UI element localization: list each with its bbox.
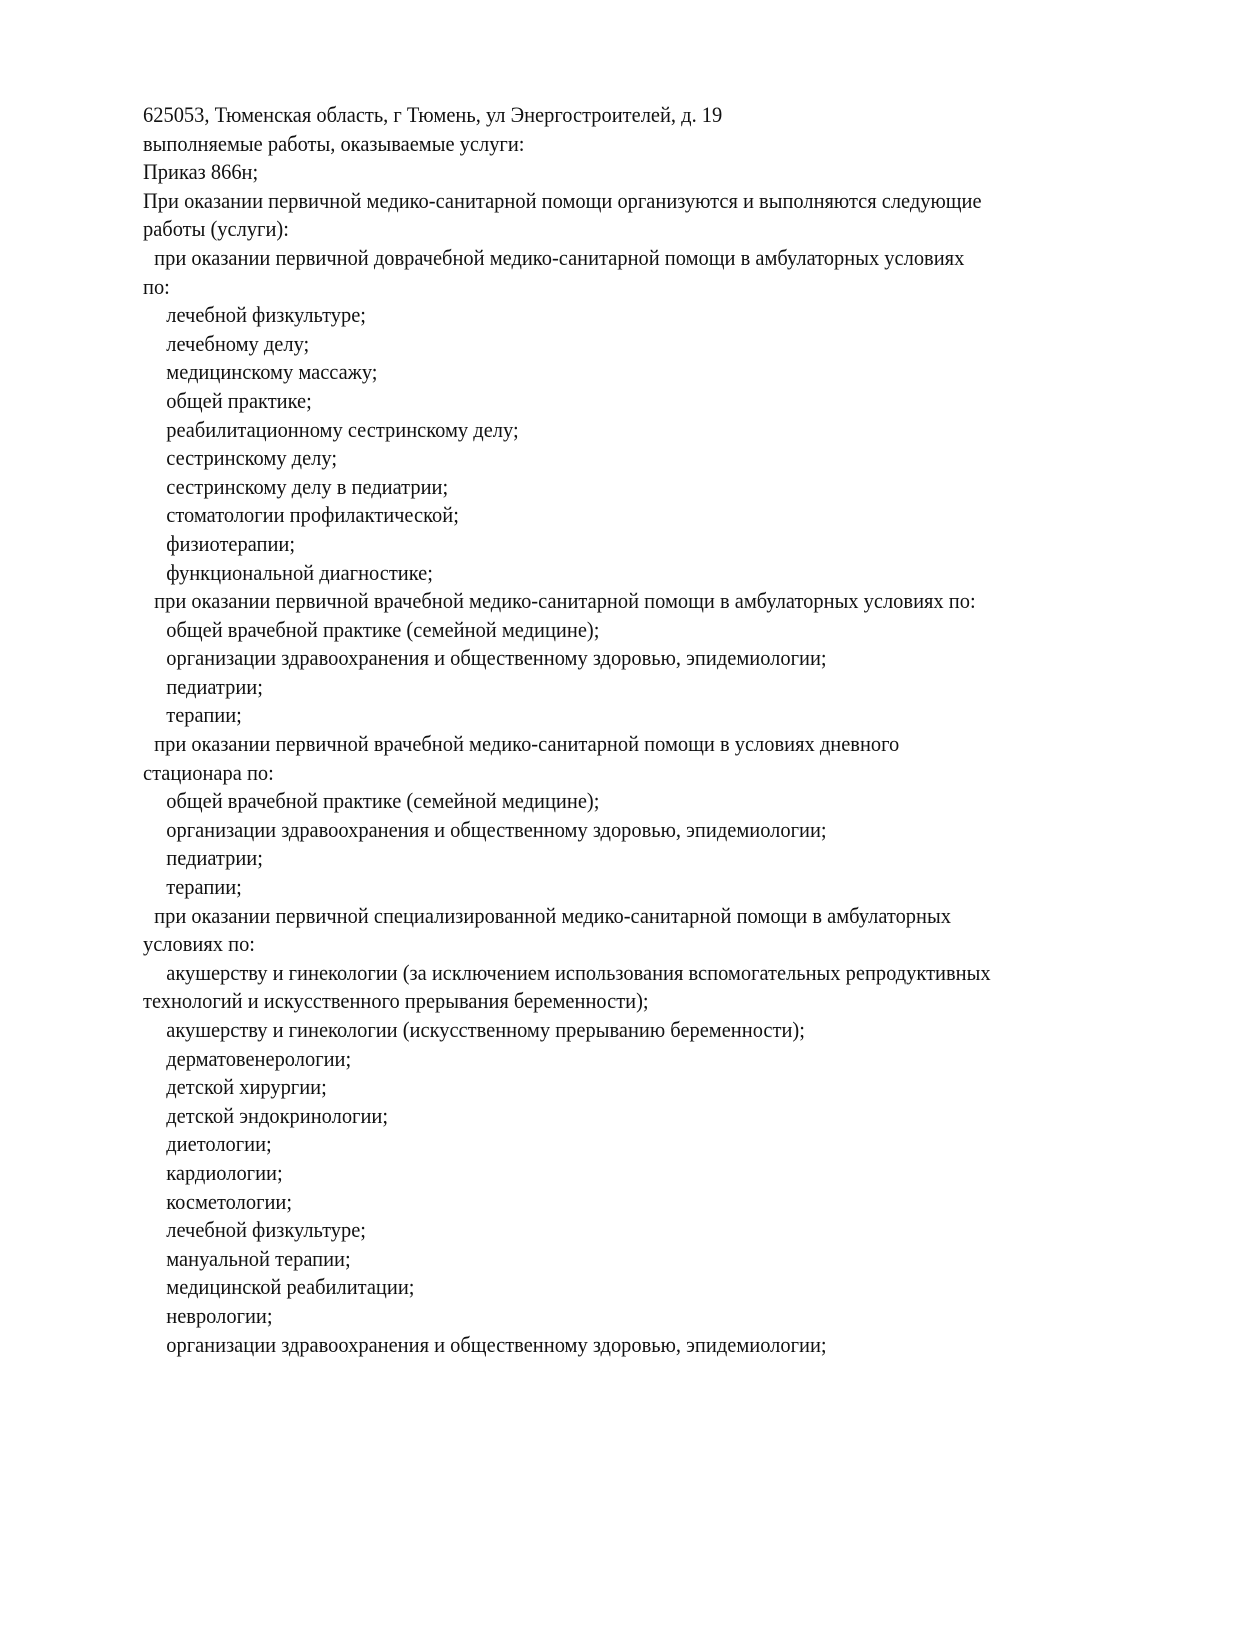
text-line: работы (услуги): xyxy=(143,216,289,242)
list-item: терапии; xyxy=(166,702,242,728)
list-item: реабилитационному сестринскому делу; xyxy=(166,416,519,442)
document-page xyxy=(143,101,1143,1359)
list-item: общей врачебной практике (семейной медицине); xyxy=(166,788,600,814)
list-item: медицинскому массажу; xyxy=(166,359,378,385)
list-item: лечебному делу; xyxy=(166,330,310,356)
text-line: стационара по: xyxy=(143,759,274,785)
section-heading: при оказании первичной специализированной медико-санитарной помощи в амбулаторных xyxy=(154,902,951,928)
list-item: медицинской реабилитации; xyxy=(166,1274,415,1300)
list-item: физиотерапии; xyxy=(166,530,296,556)
list-item: организации здравоохранения и общественному здоровью, эпидемиологии; xyxy=(166,645,827,671)
list-item: детской эндокринологии; xyxy=(166,1102,389,1128)
section-heading: при оказании первичной врачебной медико-санитарной помощи в условиях дневного xyxy=(154,731,900,757)
list-item: дерматовенерологии; xyxy=(166,1045,352,1071)
list-item: кардиологии; xyxy=(166,1159,283,1185)
list-item: стоматологии профилактической; xyxy=(166,502,459,528)
text-line: по: xyxy=(143,273,170,299)
list-item: функциональной диагностике; xyxy=(166,559,433,585)
list-item: неврологии; xyxy=(166,1302,273,1328)
list-item: сестринскому делу; xyxy=(166,445,338,471)
list-item: мануальной терапии; xyxy=(166,1245,351,1271)
list-item: лечебной физкультуре; xyxy=(166,1217,366,1243)
section-heading: при оказании первичной врачебной медико-санитарной помощи в амбулаторных условиях по: xyxy=(154,588,976,614)
text-line: При оказании первичной медико-санитарной помощи организуются и выполняются следующие xyxy=(143,187,982,213)
text-line: условиях по: xyxy=(143,931,255,957)
list-item: лечебной физкультуре; xyxy=(166,302,366,328)
text-line: выполняемые работы, оказываемые услуги: xyxy=(143,130,525,156)
list-item: терапии; xyxy=(166,874,242,900)
text-line: 625053, Тюменская область, г Тюмень, ул Энергостроителей, д. 19 xyxy=(143,102,723,127)
list-item: педиатрии; xyxy=(166,673,263,699)
list-item: общей практике; xyxy=(166,387,312,413)
list-item: организации здравоохранения и общественному здоровью, эпидемиологии; xyxy=(166,816,827,842)
list-item: акушерству и гинекологии (искусственному прерыванию беременности); xyxy=(166,1017,805,1042)
list-item: сестринскому делу в педиатрии; xyxy=(166,473,449,499)
text-line: Приказ 866н; xyxy=(143,159,259,185)
list-item: детской хирургии; xyxy=(166,1074,327,1100)
list-item: общей врачебной практике (семейной медицине); xyxy=(166,616,600,642)
list-item: организации здравоохранения и общественному здоровью, эпидемиологии; xyxy=(166,1331,827,1357)
section-heading: при оказании первичной доврачебной медико-санитарной помощи в амбулаторных условиях xyxy=(154,244,965,270)
list-item: педиатрии; xyxy=(166,845,263,871)
list-item: косметологии; xyxy=(166,1188,293,1214)
list-item: акушерству и гинекологии (за исключением использования вспомогательных репродуктивных xyxy=(166,959,991,985)
text-line: технологий и искусственного прерывания беременности); xyxy=(143,988,649,1014)
list-item: диетологии; xyxy=(166,1131,272,1157)
